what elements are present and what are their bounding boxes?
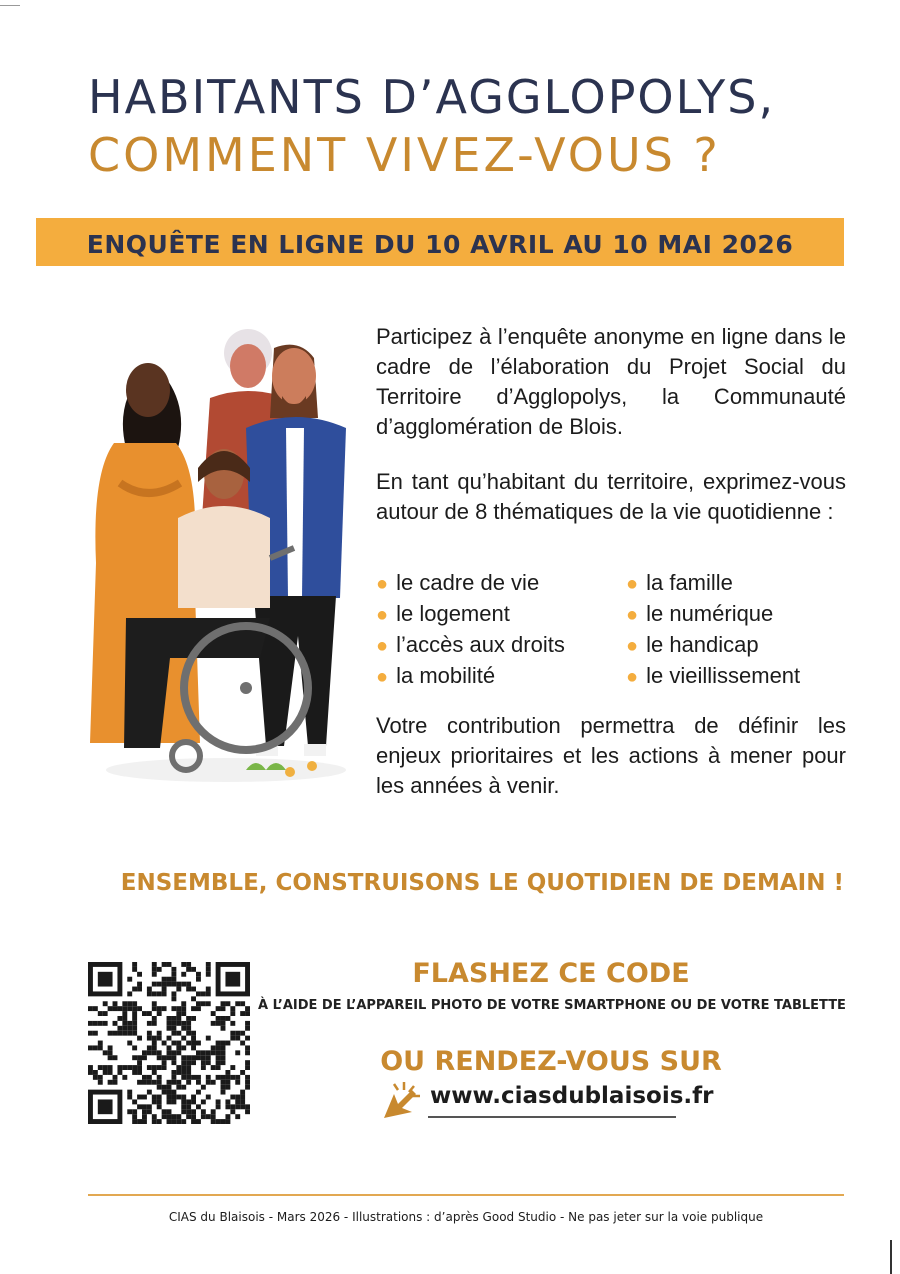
list-item xyxy=(376,568,626,599)
visit-title: OU RENDEZ-VOUS SUR xyxy=(380,1046,722,1077)
scan-edge-mark xyxy=(0,0,20,6)
list-item xyxy=(376,661,626,692)
website-link[interactable]: www.ciasdublaisois.fr xyxy=(430,1083,714,1109)
cursor-click-icon xyxy=(378,1074,428,1124)
title-line-2: COMMENT VIVEZ-VOUS ? xyxy=(88,128,721,182)
list-item xyxy=(376,630,626,661)
bullet-icon: ● xyxy=(376,666,389,688)
scan-edge-mark xyxy=(890,1240,892,1274)
themes-intro-paragraph: En tant qu’habitant du territoire, exprimez-vous autour de 8 thématiques de la vie quotidienne : xyxy=(376,469,846,524)
list-item xyxy=(626,568,846,599)
theme-label: le vieillissement xyxy=(646,663,801,688)
url-underline xyxy=(428,1116,676,1118)
theme-label: l’accès aux droits xyxy=(396,632,565,657)
bullet-icon: ● xyxy=(376,635,389,657)
flash-title: FLASHEZ CE CODE xyxy=(412,958,690,989)
bullet-icon: ● xyxy=(376,573,389,595)
footer-divider xyxy=(88,1194,844,1196)
bullet-icon: ● xyxy=(626,604,639,626)
theme-label: le handicap xyxy=(646,632,759,657)
contribution-paragraph: Votre contribution permettra de définir les enjeux prioritaires et les actions à mener pour les années à venir. xyxy=(376,713,846,798)
survey-date-banner xyxy=(36,218,844,266)
themes-list xyxy=(376,568,846,692)
bullet-icon: ● xyxy=(376,604,389,626)
bullet-icon: ● xyxy=(626,635,639,657)
theme-label: la famille xyxy=(646,570,733,595)
list-item xyxy=(376,599,626,630)
qr-code[interactable] xyxy=(88,962,250,1124)
bullet-icon: ● xyxy=(626,573,639,595)
title-line-1: HABITANTS D’AGGLOPOLYS, xyxy=(88,70,776,124)
theme-label: le numérique xyxy=(646,601,774,626)
list-item xyxy=(626,630,846,661)
banner-text: ENQUÊTE EN LIGNE DU 10 AVRIL AU 10 MAI 2026 xyxy=(86,230,794,259)
slogan: ENSEMBLE, CONSTRUISONS LE QUOTIDIEN DE DEMAIN ! xyxy=(120,870,844,896)
flash-subtitle: À L’AIDE DE L’APPAREIL PHOTO DE VOTRE SMARTPHONE OU DE VOTRE TABLETTE xyxy=(258,998,846,1013)
theme-label: le logement xyxy=(396,601,510,626)
list-item xyxy=(626,661,846,692)
footer-text: CIAS du Blaisois - Mars 2026 - Illustrations : d’après Good Studio - Ne pas jeter sur la voie publique xyxy=(168,1210,764,1224)
bullet-icon: ● xyxy=(626,666,639,688)
intro-paragraph: Participez à l’enquête anonyme en ligne dans le cadre de l’élaboration du Projet Social du Territoire d’Agglopolys, la Communauté d’agglomération de Blois. xyxy=(376,324,846,439)
people-illustration xyxy=(86,318,366,798)
theme-label: le cadre de vie xyxy=(396,570,540,595)
list-item xyxy=(626,599,846,630)
theme-label: la mobilité xyxy=(396,663,496,688)
